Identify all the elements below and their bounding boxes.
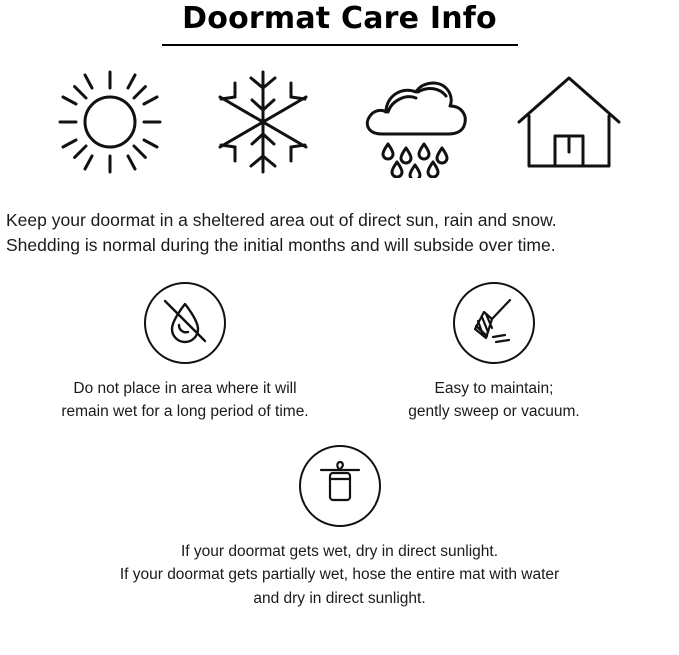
no-water-icon <box>154 290 216 357</box>
house-icon-cell <box>509 66 629 184</box>
intro-paragraph <box>0 184 679 259</box>
broom-badge <box>453 282 535 364</box>
house-icon <box>511 66 627 183</box>
title-block <box>0 0 679 46</box>
tip-no-water-line-2: remain wet for a long period of time. <box>61 402 309 420</box>
bottom-tip-line-3: and dry in direct sunlight. <box>253 589 426 607</box>
no-water-badge <box>144 282 226 364</box>
rain-cloud-icon-cell <box>356 66 476 184</box>
intro-line-2: Shedding is normal during the initial months and will subside over time. <box>6 234 556 255</box>
tip-sweep-line-2: gently sweep or vacuum. <box>408 402 580 420</box>
hang-dry-icon <box>309 453 371 520</box>
hang-dry-badge <box>299 445 381 527</box>
weather-icon-row <box>0 46 679 184</box>
sun-icon-cell <box>50 66 170 184</box>
snowflake-icon-cell <box>203 66 323 184</box>
bottom-tip-line-2: If your doormat gets partially wet, hose the entire mat with water <box>119 566 560 584</box>
tip-sweep <box>349 282 639 423</box>
tips-row <box>0 258 679 423</box>
broom-icon <box>463 290 525 357</box>
rain-cloud-icon <box>358 66 474 183</box>
tip-no-water-caption <box>61 378 308 423</box>
tip-no-water-line-1: Do not place in area where it will <box>73 380 297 398</box>
snowflake-icon <box>211 66 315 183</box>
bottom-tip <box>0 423 679 610</box>
tip-sweep-line-1: Easy to maintain; <box>434 380 554 398</box>
intro-line-1: Keep your doormat in a sheltered area out of direct sun, rain and snow. <box>6 209 557 230</box>
bottom-tip-line-1: If your doormat gets wet, dry in direct sunlight. <box>180 543 499 561</box>
tip-no-water <box>40 282 330 423</box>
tip-sweep-caption <box>408 378 579 423</box>
page-title: Doormat Care Info <box>182 1 497 36</box>
sun-icon <box>54 66 166 183</box>
bottom-tip-caption <box>120 540 559 610</box>
